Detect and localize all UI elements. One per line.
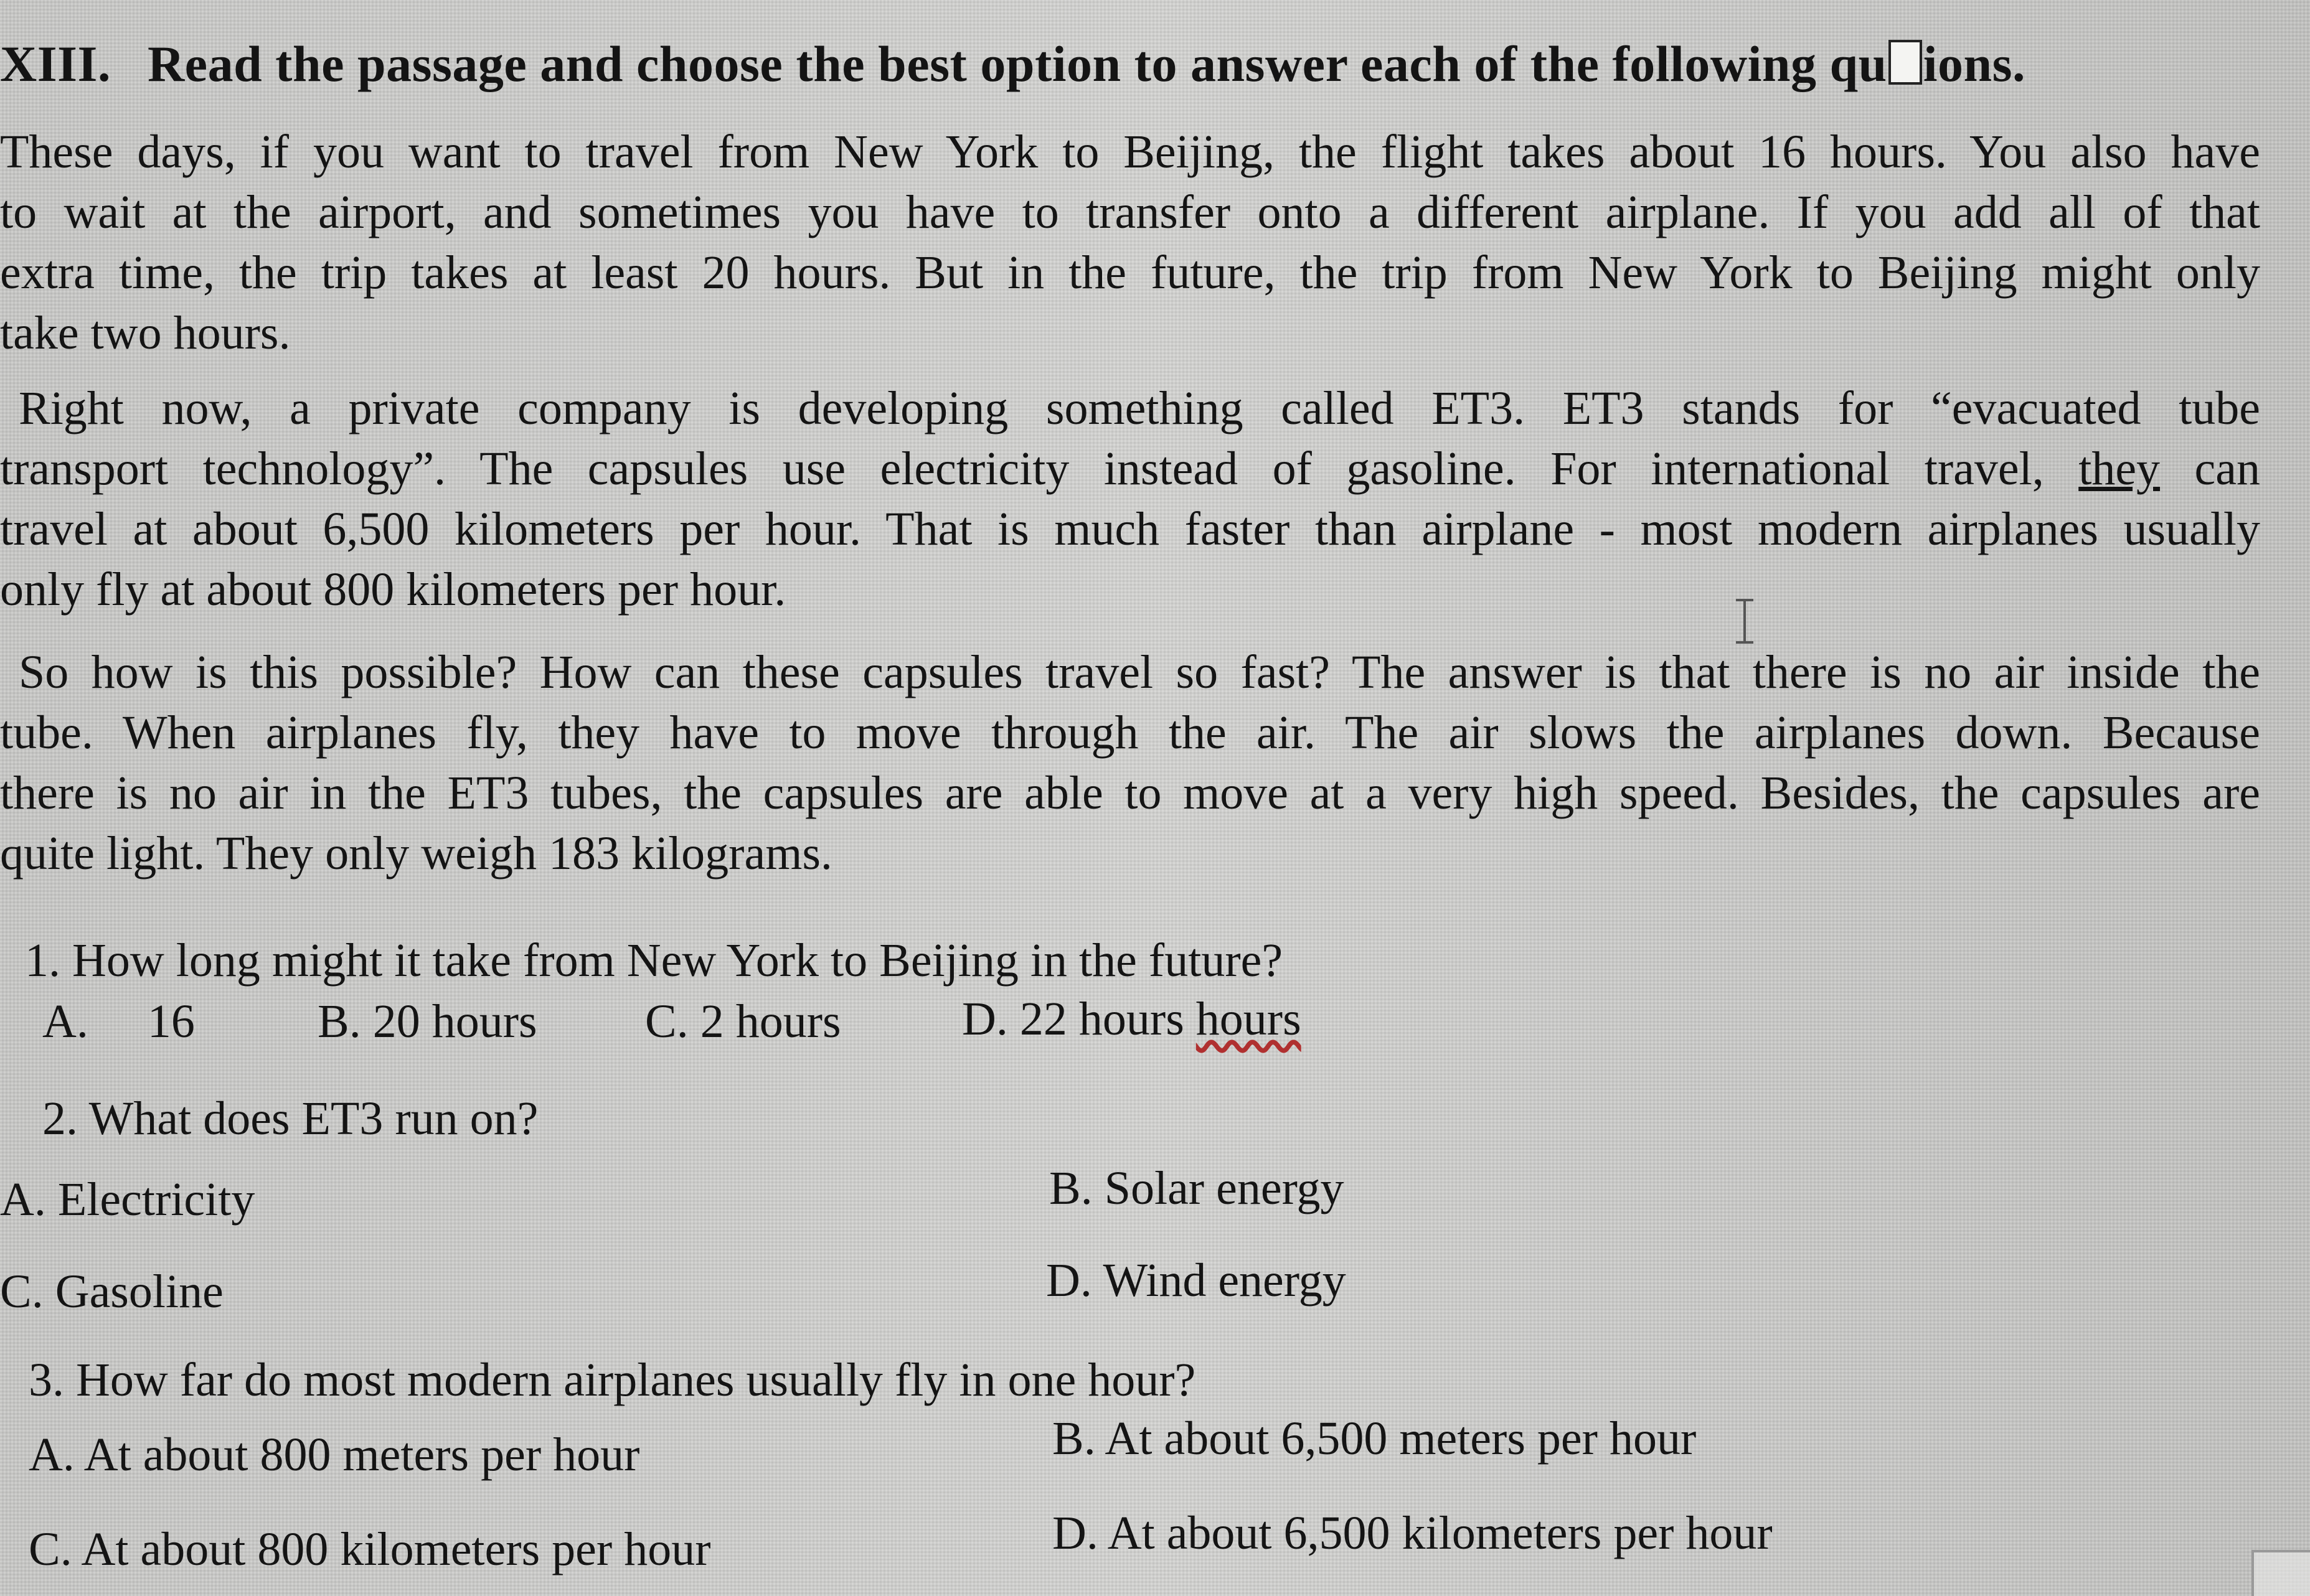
- paragraph-line: take two hours.: [0, 307, 291, 359]
- corner-widget: [2251, 1550, 2310, 1596]
- heading-text-start: Read the passage and choose the best option to answer each of the following qu: [147, 35, 1887, 92]
- question-2-option-d[interactable]: D. Wind energy: [1046, 1254, 1346, 1307]
- heading-text-end: ions.: [1923, 35, 2025, 92]
- question-2-option-a[interactable]: A. Electricity: [0, 1173, 255, 1226]
- paragraph-line: tube. When airplanes fly, they have to move through the air. The air slows the airplanes down. Because: [0, 706, 2260, 759]
- paragraph-line: extra time, the trip takes at least 20 hours. But in the future, the trip from New York to Beijing might only: [0, 246, 2260, 299]
- question-3-option-c[interactable]: C. At about 800 kilometers per hour: [29, 1523, 711, 1575]
- underlined-word: they: [2078, 443, 2161, 495]
- paragraph-line: [0, 439, 2260, 499]
- paragraph-line: So how is this possible? How can these capsules travel so fast? The answer is that there is no air inside the: [19, 646, 2260, 698]
- missing-glyph-box: [1888, 40, 1922, 85]
- paragraph-line: only fly at about 800 kilometers per hour.: [0, 563, 786, 616]
- question-1-option-d[interactable]: [962, 993, 1301, 1046]
- spellcheck-flagged-word: hours: [1195, 993, 1301, 1045]
- question-1-option-b[interactable]: B. 20 hours: [318, 995, 537, 1048]
- question-3-stem: 3. How far do most modern airplanes usually fly in one hour?: [29, 1354, 1196, 1406]
- question-3-option-d[interactable]: D. At about 6,500 kilometers per hour: [1052, 1507, 1773, 1559]
- text-cursor-icon: [1732, 596, 1757, 646]
- option-text: D. 22 hours: [962, 993, 1184, 1045]
- question-2-option-b[interactable]: B. Solar energy: [1049, 1162, 1344, 1214]
- question-1-option-a[interactable]: A. 16: [42, 995, 195, 1048]
- question-1-option-c[interactable]: C. 2 hours: [645, 995, 841, 1048]
- paragraph-line: Right now, a private company is developing something called ET3. ET3 stands for “evacuated tube: [19, 382, 2260, 434]
- question-3-option-a[interactable]: A. At about 800 meters per hour: [29, 1429, 640, 1481]
- question-2-option-c[interactable]: C. Gasoline: [0, 1265, 224, 1318]
- question-3-option-b[interactable]: B. At about 6,500 meters per hour: [1052, 1412, 1697, 1465]
- section-heading: [0, 36, 2179, 92]
- question-2-stem: 2. What does ET3 run on?: [42, 1092, 539, 1145]
- paragraph-text: transport technology”. The capsules use electricity instead of gasoline. For international travel,: [0, 443, 2044, 495]
- question-1-stem: 1. How long might it take from New York to Beijing in the future?: [25, 934, 1283, 987]
- paragraph-line: These days, if you want to travel from New York to Beijing, the flight takes about 16 hours. You also have: [0, 126, 2260, 178]
- paragraph-line: to wait at the airport, and sometimes you have to transfer onto a different airplane. If you add all of that: [0, 186, 2260, 238]
- paragraph-line: quite light. They only weigh 183 kilograms.: [0, 827, 832, 880]
- paragraph-line: travel at about 6,500 kilometers per hour. That is much faster than airplane - most modern airplanes usually: [0, 503, 2260, 555]
- paragraph-line: there is no air in the ET3 tubes, the capsules are able to move at a very high speed. Besides, the capsules are: [0, 767, 2260, 819]
- passage-paragraph-3: [0, 642, 2273, 884]
- passage-paragraph-2: [0, 378, 2273, 620]
- paragraph-text: can: [2194, 443, 2261, 495]
- section-number: XIII.: [0, 35, 111, 92]
- passage-paragraph-1: [0, 122, 2273, 364]
